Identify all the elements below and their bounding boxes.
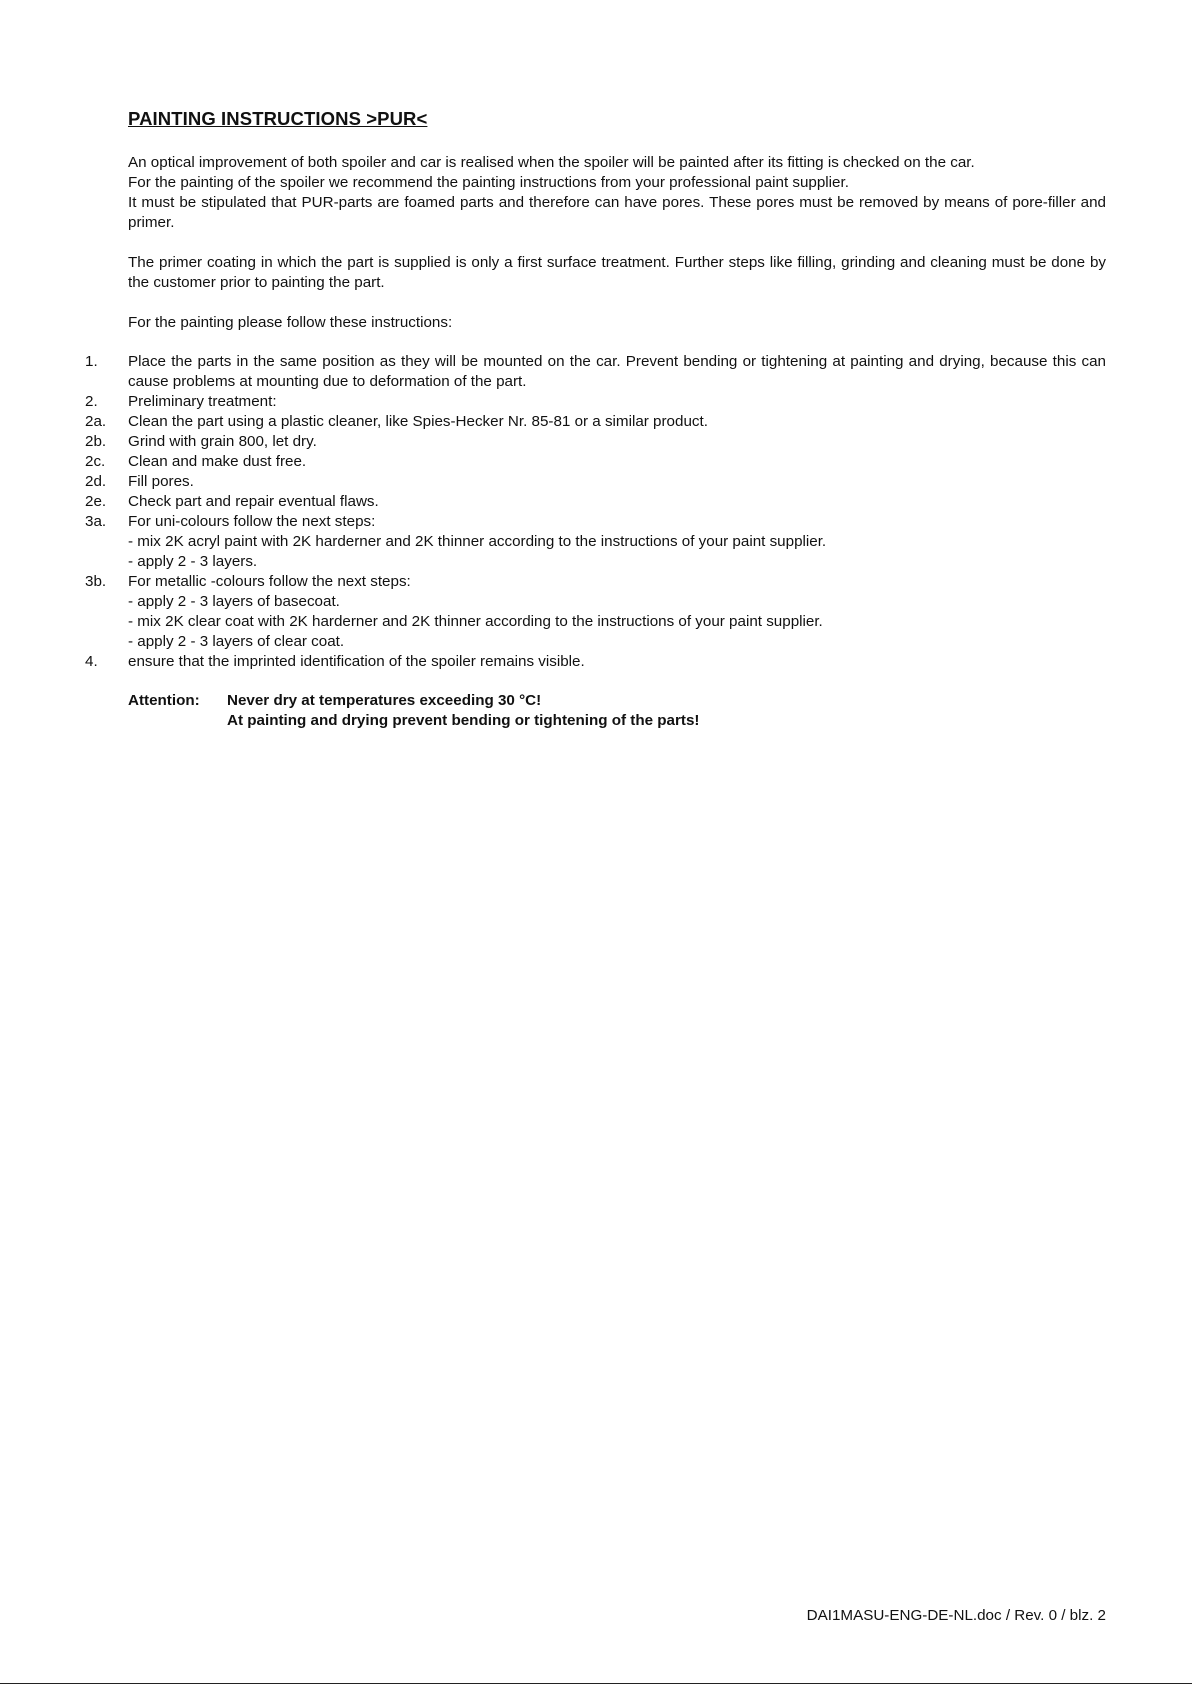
step-text: Clean and make dust free. [128, 453, 307, 470]
step-item [85, 512, 1106, 532]
step-number: 2d. [85, 473, 107, 490]
attention-label: Attention: [128, 692, 200, 709]
step-text: - apply 2 - 3 layers. [128, 553, 258, 570]
step-item [85, 472, 1106, 492]
step-item [85, 492, 1106, 512]
step-text: Preliminary treatment: [128, 393, 277, 410]
step-item [85, 432, 1106, 452]
attention-notice [128, 691, 699, 731]
step-text: - apply 2 - 3 layers of basecoat. [128, 593, 340, 610]
steps-list [85, 352, 1106, 672]
step-number: 1. [85, 353, 98, 370]
step-text: Clean the part using a plastic cleaner, like Spies-Hecker Nr. 85-81 or a similar product. [128, 413, 708, 430]
step-number [85, 612, 128, 632]
step-text: ensure that the imprinted identification of the spoiler remains visible. [128, 653, 585, 670]
step-item [85, 592, 1106, 612]
step-item [85, 452, 1106, 472]
step-item [85, 412, 1106, 432]
page-edge-divider [0, 1683, 1192, 1684]
step-item [85, 552, 1106, 572]
step-number: 3b. [85, 573, 107, 590]
step-item [85, 392, 1106, 412]
intro-line-3: It must be stipulated that PUR-parts are foamed parts and therefore can have pores. These pores must be removed by means of pore-filler and primer. [128, 194, 1106, 231]
step-text: For metallic -colours follow the next steps: [128, 573, 411, 590]
step-text: Place the parts in the same position as they will be mounted on the car. Prevent bending or tightening at painting and drying, because this can cause problems at mounting due to deformation of the part. [128, 353, 1106, 390]
step-number [85, 532, 128, 552]
step-number: 2. [85, 393, 98, 410]
step-item [85, 632, 1106, 652]
step-number: 2e. [85, 493, 107, 510]
attention-text [227, 691, 699, 731]
step-item [85, 532, 1106, 552]
step-text: - mix 2K acryl paint with 2K harderner and 2K thinner according to the instructions of your paint supplier. [128, 533, 827, 550]
step-number: 4. [85, 653, 98, 670]
step-item [85, 612, 1106, 632]
step-number: 3a. [85, 513, 107, 530]
attention-line-1: Never dry at temperatures exceeding 30 °C! [227, 692, 542, 709]
step-text: - apply 2 - 3 layers of clear coat. [128, 633, 345, 650]
step-number [85, 632, 128, 652]
page-footer: DAI1MASU-ENG-DE-NL.doc / Rev. 0 / blz. 2 [806, 1607, 1106, 1624]
intro-line-1: An optical improvement of both spoiler and car is realised when the spoiler will be painted after its fitting is checked on the car. [128, 154, 975, 171]
step-item [85, 352, 1106, 392]
step-number [85, 592, 128, 612]
page-title: PAINTING INSTRUCTIONS >PUR< [128, 108, 428, 129]
instructions-lead: For the painting please follow these instructions: [128, 314, 453, 331]
step-number: 2a. [85, 413, 107, 430]
step-number [85, 552, 128, 572]
step-item [85, 572, 1106, 592]
step-text: Check part and repair eventual flaws. [128, 493, 379, 510]
intro-section [128, 153, 1106, 333]
attention-line-2: At painting and drying prevent bending or tightening of the parts! [227, 712, 700, 729]
step-text: Grind with grain 800, let dry. [128, 433, 317, 450]
step-text: For uni-colours follow the next steps: [128, 513, 376, 530]
step-text: Fill pores. [128, 473, 194, 490]
step-text: - mix 2K clear coat with 2K harderner and 2K thinner according to the instructions of your paint supplier. [128, 613, 823, 630]
intro-line-2: For the painting of the spoiler we recommend the painting instructions from your professional paint supplier. [128, 174, 849, 191]
step-number: 2c. [85, 453, 106, 470]
primer-paragraph: The primer coating in which the part is supplied is only a first surface treatment. Further steps like filling, grinding and cleaning must be done by the customer prior to painting the part. [128, 254, 1106, 291]
step-number: 2b. [85, 433, 107, 450]
step-item [85, 652, 1106, 672]
